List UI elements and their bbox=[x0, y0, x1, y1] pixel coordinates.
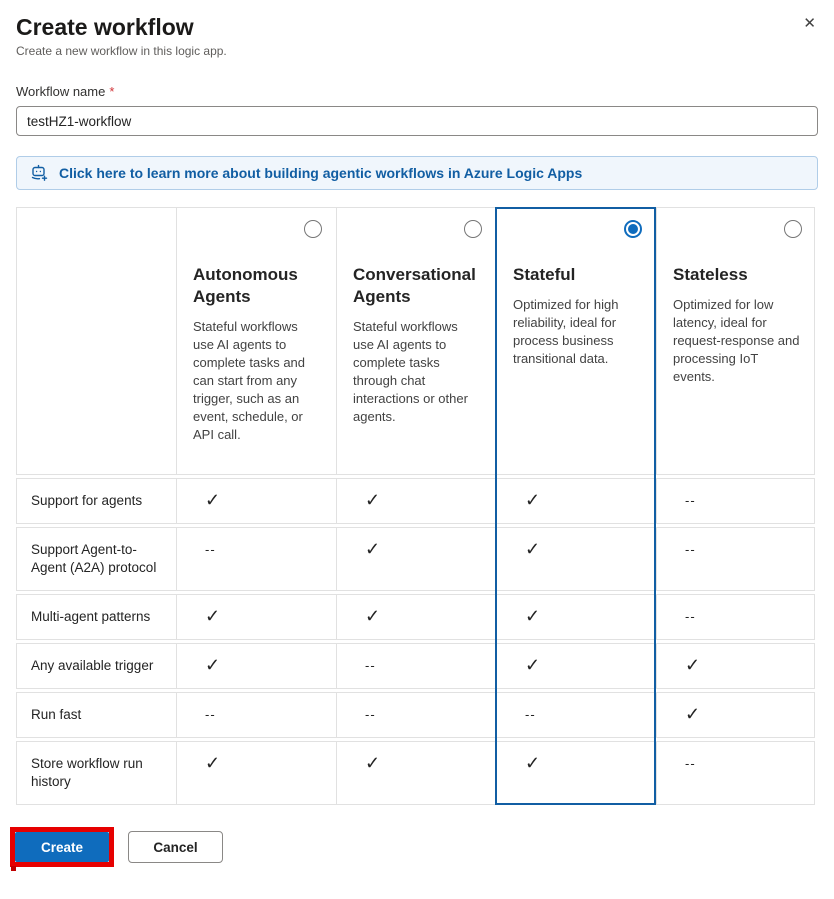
feature-value-cell bbox=[656, 644, 816, 688]
feature-label: Run fast bbox=[31, 707, 82, 722]
feature-value-cell bbox=[656, 479, 816, 523]
radio-conversational-agents[interactable] bbox=[464, 220, 482, 238]
table-row bbox=[16, 643, 815, 689]
feature-value-cell bbox=[336, 644, 496, 688]
table-row bbox=[16, 478, 815, 524]
feature-value-cell bbox=[336, 742, 496, 804]
feature-value-cell bbox=[496, 595, 656, 639]
feature-value-cell bbox=[656, 693, 816, 737]
option-title: Autonomous Agents bbox=[193, 265, 298, 306]
close-icon[interactable]: ✕ bbox=[803, 15, 816, 32]
check-icon: ✓ bbox=[205, 655, 221, 675]
radio-stateful[interactable] bbox=[624, 220, 642, 238]
page-title: Create workflow bbox=[16, 14, 194, 40]
dialog-footer bbox=[16, 827, 818, 867]
feature-value-cell bbox=[496, 742, 656, 804]
feature-value-cell bbox=[496, 644, 656, 688]
feature-value-cell bbox=[336, 479, 496, 523]
dash-mark: -- bbox=[685, 609, 696, 624]
dash-mark: -- bbox=[205, 707, 216, 722]
create-button[interactable]: Create bbox=[15, 832, 109, 862]
workflow-type-table bbox=[16, 207, 815, 805]
dash-mark: -- bbox=[205, 542, 216, 557]
check-icon: ✓ bbox=[525, 490, 541, 510]
dash-mark: -- bbox=[365, 707, 376, 722]
dash-mark: -- bbox=[685, 493, 696, 508]
option-title: Stateful bbox=[513, 265, 576, 284]
dash-mark: -- bbox=[525, 707, 536, 722]
required-asterisk: * bbox=[109, 84, 115, 99]
feature-value-cell bbox=[656, 742, 816, 804]
check-icon: ✓ bbox=[685, 704, 701, 724]
option-description: Stateful workflows use AI agents to complete tasks through chat interactions or other agents. bbox=[353, 319, 468, 424]
feature-value-cell bbox=[176, 595, 336, 639]
feature-value-cell bbox=[176, 479, 336, 523]
feature-value-cell bbox=[496, 528, 656, 590]
dash-mark: -- bbox=[685, 542, 696, 557]
check-icon: ✓ bbox=[365, 539, 381, 559]
option-description: Optimized for high reliability, ideal for process business transitional data. bbox=[513, 297, 619, 366]
table-row bbox=[16, 527, 815, 591]
check-icon: ✓ bbox=[525, 753, 541, 773]
table-row bbox=[16, 692, 815, 738]
table-row bbox=[16, 741, 815, 805]
dash-mark: -- bbox=[365, 658, 376, 673]
corner-cell bbox=[17, 208, 176, 474]
feature-value-cell bbox=[656, 528, 816, 590]
workflow-name-label bbox=[16, 84, 818, 99]
option-title: Stateless bbox=[673, 265, 748, 284]
option-description: Stateful workflows use AI agents to complete tasks and can start from any trigger, such as an event, schedule, or API call. bbox=[193, 319, 306, 442]
feature-value-cell bbox=[336, 528, 496, 590]
check-icon: ✓ bbox=[365, 753, 381, 773]
feature-label: Multi-agent patterns bbox=[31, 609, 151, 624]
cancel-button[interactable]: Cancel bbox=[128, 831, 223, 863]
learn-more-link: Click here to learn more about building agentic workflows in Azure Logic Apps bbox=[59, 165, 583, 181]
dash-mark: -- bbox=[685, 756, 696, 771]
check-icon: ✓ bbox=[525, 655, 541, 675]
check-icon: ✓ bbox=[365, 490, 381, 510]
feature-label: Support Agent-to-Agent (A2A) protocol bbox=[31, 542, 157, 575]
learn-more-banner[interactable] bbox=[16, 156, 818, 190]
check-icon: ✓ bbox=[685, 655, 701, 675]
option-conversational-agents[interactable] bbox=[336, 208, 496, 474]
dialog-subtitle: Create a new workflow in this logic app. bbox=[16, 44, 227, 58]
check-icon: ✓ bbox=[525, 606, 541, 626]
feature-label: Support for agents bbox=[31, 493, 143, 508]
feature-value-cell bbox=[496, 479, 656, 523]
option-header-row bbox=[16, 207, 815, 475]
feature-label: Any available trigger bbox=[31, 658, 154, 673]
check-icon: ✓ bbox=[205, 606, 221, 626]
check-icon: ✓ bbox=[365, 606, 381, 626]
agent-bot-icon bbox=[29, 163, 49, 183]
radio-stateless[interactable] bbox=[784, 220, 802, 238]
feature-label: Store workflow run history bbox=[31, 756, 143, 789]
table-row bbox=[16, 594, 815, 640]
feature-value-cell bbox=[656, 595, 816, 639]
check-icon: ✓ bbox=[205, 753, 221, 773]
feature-value-cell bbox=[336, 693, 496, 737]
check-icon: ✓ bbox=[525, 539, 541, 559]
option-description: Optimized for low latency, ideal for request-response and processing IoT events. bbox=[673, 297, 800, 384]
option-stateful[interactable] bbox=[496, 208, 656, 474]
feature-value-cell bbox=[176, 644, 336, 688]
radio-autonomous-agents[interactable] bbox=[304, 220, 322, 238]
annotation-highlight bbox=[10, 827, 114, 867]
option-title: Conversational Agents bbox=[353, 265, 476, 306]
feature-value-cell bbox=[176, 528, 336, 590]
workflow-name-input[interactable] bbox=[16, 106, 818, 136]
option-stateless[interactable] bbox=[656, 208, 816, 474]
feature-value-cell bbox=[176, 693, 336, 737]
check-icon: ✓ bbox=[205, 490, 221, 510]
option-autonomous-agents[interactable] bbox=[176, 208, 336, 474]
workflow-name-label-text: Workflow name bbox=[16, 84, 106, 99]
feature-value-cell bbox=[496, 693, 656, 737]
feature-value-cell bbox=[336, 595, 496, 639]
feature-value-cell bbox=[176, 742, 336, 804]
